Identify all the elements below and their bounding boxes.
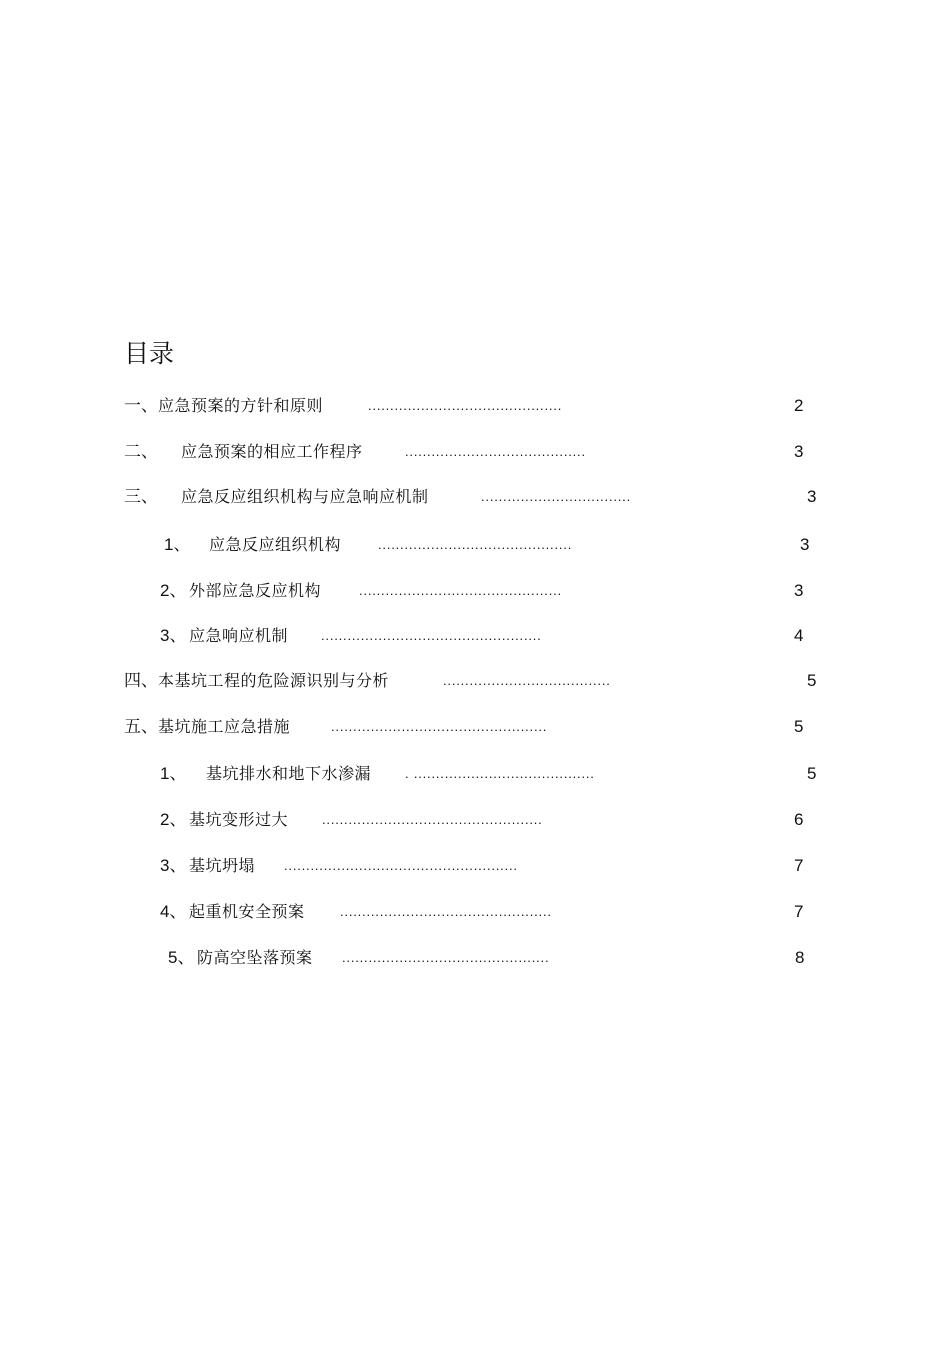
toc-entry[interactable] [0,854,950,878]
toc-entry-label: 应急响应机制 [189,626,289,645]
toc-entry[interactable] [0,900,950,924]
toc-entry-leader: .................................................. [322,812,543,827]
toc-entry-number: 一、 [124,396,158,415]
toc-entry-number: 2、 [160,581,187,600]
toc-entry-number: 5、 [168,948,195,967]
toc-entry-page: 3 [794,442,804,461]
toc-entry-page: 7 [794,856,804,875]
toc-entry[interactable] [0,579,950,603]
toc-entry-leader: ...................................... [443,673,611,688]
toc-entry-label: 本基坑工程的危险源识别与分析 [158,671,390,690]
toc-entry-leader: ......................................... [405,444,586,459]
toc-entry-page: 3 [794,581,804,600]
toc-entry-number: 4、 [160,902,187,921]
toc-entry-number: 2、 [160,810,187,829]
toc-entry-page: 5 [807,764,817,783]
toc-entry-label: 基坑施工应急措施 [158,717,291,736]
toc-entry-leader: .................................. [481,489,632,504]
toc-entry-page: 5 [807,671,817,690]
toc-entry[interactable] [0,394,950,418]
toc-entry-number: 二、 [124,442,158,461]
toc-entry-label: 起重机安全预案 [189,902,305,921]
toc-entry[interactable] [0,762,950,786]
toc-entry[interactable] [0,485,950,509]
toc-entry-leader: ............................................... [342,950,550,965]
toc-entry-page: 2 [794,396,804,415]
toc-entry[interactable] [0,808,950,832]
toc-entry-page: 3 [800,535,810,554]
toc-entry-number: 1、 [164,535,191,554]
toc-entry-label: 应急预案的方针和原则 [158,396,324,415]
toc-entry-leader: ............................................ [378,537,573,552]
toc-entry[interactable] [0,533,950,557]
toc-entry[interactable] [0,946,950,970]
toc-entry-page: 7 [794,902,804,921]
toc-entry-label: 基坑排水和地下水渗漏 [206,764,372,783]
toc-entry-label: 外部应急反应机构 [189,581,322,600]
toc-entry-label: 防高空坠落预案 [197,948,313,967]
toc-entry-label: 应急预案的相应工作程序 [181,442,363,461]
toc-entry-number: 四、 [124,671,158,690]
toc-entry-leader: ............................................ [368,398,563,413]
toc-entry[interactable] [0,715,950,739]
toc-entry-leader: .............................................. [359,583,562,598]
toc-entry-number: 三、 [124,487,158,506]
toc-entry-page: 5 [794,717,804,736]
toc-entry-number: 五、 [124,717,158,736]
toc-entry-label: 应急反应组织机构与应急响应机制 [181,487,429,506]
toc-entry-number: 3、 [160,856,187,875]
toc-entry-leader: ................................................. [331,719,548,734]
toc-entry-leader: ..................................................... [284,858,518,873]
toc-entry-label: 基坑变形过大 [189,810,289,829]
toc-entry-number: 1、 [160,764,187,783]
toc-entry-label: 应急反应组织机构 [209,535,342,554]
toc-entry-leader: .................................................. [321,628,542,643]
toc-entry[interactable] [0,440,950,464]
toc-entry-leader: ................................................ [340,904,552,919]
toc-entry-number: 3、 [160,626,187,645]
toc-entry-leader: . ......................................... [405,766,595,781]
toc-entry-page: 4 [794,626,804,645]
toc-entry-page: 6 [794,810,804,829]
toc-entry[interactable] [0,624,950,648]
toc-entry-label: 基坑坍塌 [189,856,256,875]
toc-entry-page: 8 [795,948,805,967]
toc-entry[interactable] [0,669,950,693]
toc-entry-page: 3 [807,487,817,506]
toc-title: 目录 [124,339,175,368]
